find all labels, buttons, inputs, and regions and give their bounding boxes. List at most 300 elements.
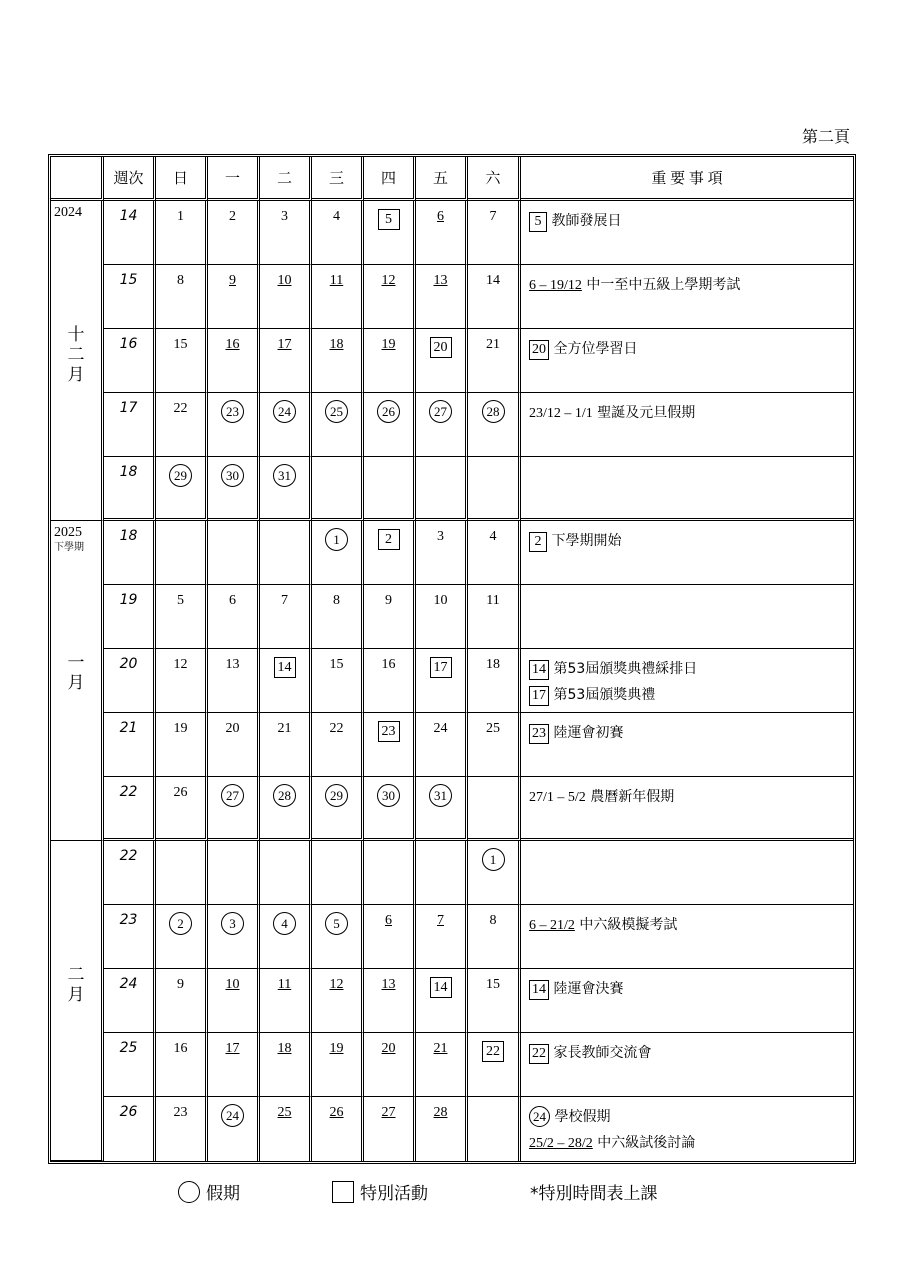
month-char: 月 <box>67 985 85 1004</box>
circle-icon <box>178 1181 200 1203</box>
header-wed: 三 <box>312 157 364 201</box>
day-number: 13 <box>433 273 448 288</box>
day-number: 15 <box>486 977 500 992</box>
week-number: 18 <box>104 457 156 521</box>
day-cell <box>156 649 208 713</box>
day-number: 12 <box>381 273 396 288</box>
header-sat: 六 <box>468 157 521 201</box>
day-number: 15 <box>329 657 344 672</box>
day-cell <box>208 1097 260 1161</box>
event-item <box>529 336 853 362</box>
year-label: 2024 <box>54 205 82 220</box>
day-cell <box>468 969 521 1033</box>
week-row <box>51 585 853 649</box>
event-text: 中一至中五級上學期考試 <box>586 277 741 293</box>
day-number: 3 <box>437 529 444 544</box>
day-number: 10 <box>225 977 240 992</box>
week-row <box>51 841 853 905</box>
day-number: 11 <box>277 977 292 992</box>
event-item <box>529 1104 853 1130</box>
day-number: 3 <box>221 912 244 935</box>
day-cell <box>260 777 312 841</box>
header-fri: 五 <box>416 157 468 201</box>
day-number: 9 <box>385 593 392 608</box>
day-cell <box>260 585 312 649</box>
day-cell <box>260 713 312 777</box>
day-cell <box>312 457 364 521</box>
day-cell <box>156 329 208 393</box>
day-cell <box>364 649 416 713</box>
day-number: 2 <box>229 209 236 224</box>
day-cell <box>312 585 364 649</box>
header-sun: 日 <box>156 157 208 201</box>
day-number: 6 <box>385 913 392 928</box>
day-cell <box>156 841 208 905</box>
day-cell <box>260 905 312 969</box>
event-date: 2 <box>529 532 547 552</box>
day-cell <box>416 649 468 713</box>
day-cell <box>416 201 468 265</box>
day-cell <box>156 521 208 585</box>
day-number: 23 <box>173 1105 188 1120</box>
week-row <box>51 1033 853 1097</box>
event-date: 25/2 – 28/2 <box>529 1136 593 1151</box>
event-date: 23/12 – 1/1 <box>529 406 593 421</box>
week-row <box>51 521 853 585</box>
day-number: 8 <box>333 593 340 608</box>
day-number: 31 <box>273 464 296 487</box>
day-number: 20 <box>381 1041 396 1056</box>
day-number: 20 <box>225 721 240 736</box>
week-number: 17 <box>104 393 156 457</box>
day-number: 13 <box>225 657 240 672</box>
week-row <box>51 457 853 521</box>
day-number: 7 <box>489 209 497 224</box>
day-cell <box>416 713 468 777</box>
events-cell <box>521 1033 853 1097</box>
events-cell <box>521 777 853 841</box>
day-cell <box>208 457 260 521</box>
day-number: 17 <box>225 1041 240 1056</box>
day-number: 17 <box>430 657 452 678</box>
week-number: 26 <box>104 1097 156 1161</box>
event-date: 24 <box>529 1106 550 1127</box>
day-number: 1 <box>482 848 505 871</box>
week-row <box>51 713 853 777</box>
month-char: 二 <box>67 965 85 984</box>
events-cell <box>521 649 853 713</box>
event-date: 5 <box>529 212 547 232</box>
day-cell <box>364 841 416 905</box>
day-number: 27 <box>381 1105 396 1120</box>
year-label: 2025 <box>54 525 82 540</box>
day-cell <box>364 713 416 777</box>
events-cell <box>521 265 853 329</box>
event-item <box>529 656 853 682</box>
week-number: 18 <box>104 521 156 585</box>
legend-special <box>332 1179 428 1204</box>
week-row <box>51 649 853 713</box>
day-cell <box>312 713 364 777</box>
event-item <box>529 682 853 708</box>
week-number: 20 <box>104 649 156 713</box>
week-number: 15 <box>104 265 156 329</box>
month-char: 月 <box>67 365 85 384</box>
legend-timetable-label: *特別時間表上課 <box>530 1184 658 1204</box>
event-date: 14 <box>529 980 549 1000</box>
day-number: 6 <box>437 209 444 224</box>
day-number: 2 <box>169 912 192 935</box>
day-cell <box>468 713 521 777</box>
day-number: 7 <box>281 593 288 608</box>
day-number: 18 <box>329 337 344 352</box>
day-number: 22 <box>482 1041 504 1062</box>
month-cell <box>51 521 104 841</box>
day-number: 30 <box>377 784 400 807</box>
header-tue: 二 <box>260 157 312 201</box>
month-char: 一 <box>67 653 85 672</box>
day-number: 12 <box>329 977 344 992</box>
day-cell <box>468 1033 521 1097</box>
events-cell <box>521 713 853 777</box>
week-number: 21 <box>104 713 156 777</box>
event-date: 6 – 19/12 <box>529 278 582 293</box>
day-cell <box>260 265 312 329</box>
day-number: 18 <box>277 1041 292 1056</box>
day-cell <box>364 201 416 265</box>
legend-holiday <box>178 1179 240 1204</box>
day-cell <box>416 1033 468 1097</box>
day-number: 23 <box>378 721 400 742</box>
week-number: 23 <box>104 905 156 969</box>
event-text: 第53屆頒獎典禮 <box>553 687 656 703</box>
day-cell <box>468 777 521 841</box>
events-cell <box>521 585 853 649</box>
day-cell <box>312 393 364 457</box>
event-text: 陸運會初賽 <box>553 725 624 741</box>
day-cell <box>260 521 312 585</box>
day-number: 24 <box>221 1104 244 1127</box>
events-cell <box>521 969 853 1033</box>
day-number: 17 <box>277 337 292 352</box>
events-cell <box>521 329 853 393</box>
day-cell <box>208 585 260 649</box>
events-cell <box>521 905 853 969</box>
day-cell <box>468 265 521 329</box>
event-item <box>529 976 853 1002</box>
day-number: 27 <box>429 400 452 423</box>
day-cell <box>312 969 364 1033</box>
day-number: 8 <box>489 913 497 928</box>
day-cell <box>416 1097 468 1161</box>
month-name <box>51 653 101 693</box>
day-cell <box>312 1097 364 1161</box>
event-date: 20 <box>529 340 549 360</box>
day-number: 30 <box>221 464 244 487</box>
day-number: 14 <box>486 273 500 288</box>
day-cell <box>416 905 468 969</box>
day-cell <box>208 265 260 329</box>
week-number: 25 <box>104 1033 156 1097</box>
day-cell <box>208 969 260 1033</box>
day-cell <box>156 457 208 521</box>
event-item <box>529 528 853 554</box>
day-number: 12 <box>173 657 188 672</box>
day-number: 18 <box>486 657 500 672</box>
week-number: 24 <box>104 969 156 1033</box>
week-number: 16 <box>104 329 156 393</box>
square-icon <box>332 1181 354 1203</box>
day-number: 9 <box>229 273 236 288</box>
day-number: 29 <box>169 464 192 487</box>
events-cell <box>521 393 853 457</box>
day-cell <box>468 649 521 713</box>
day-number: 23 <box>221 400 244 423</box>
header-month <box>51 157 104 201</box>
day-number: 5 <box>325 912 348 935</box>
legend-holiday-label: 假期 <box>206 1184 240 1204</box>
events-cell <box>521 521 853 585</box>
day-cell <box>312 265 364 329</box>
event-date: 17 <box>529 686 549 706</box>
events-cell <box>521 1097 853 1161</box>
day-number: 14 <box>430 977 452 998</box>
event-text: 第53屆頒獎典禮綵排日 <box>553 661 698 677</box>
day-cell <box>208 777 260 841</box>
event-item <box>529 784 853 811</box>
day-number: 28 <box>482 400 505 423</box>
day-cell <box>468 521 521 585</box>
day-cell <box>416 777 468 841</box>
events-cell <box>521 841 853 905</box>
day-cell <box>468 585 521 649</box>
day-number: 14 <box>274 657 296 678</box>
event-item <box>529 912 853 939</box>
day-cell <box>468 393 521 457</box>
day-cell <box>312 841 364 905</box>
day-cell <box>364 777 416 841</box>
day-number: 19 <box>329 1041 344 1056</box>
day-cell <box>364 969 416 1033</box>
header-row <box>51 157 853 201</box>
month-char: 月 <box>67 673 85 692</box>
term-label: 下學期 <box>54 542 84 553</box>
day-number: 10 <box>277 273 292 288</box>
month-name <box>51 325 101 385</box>
event-item <box>529 400 853 427</box>
day-cell <box>312 649 364 713</box>
event-text: 家長教師交流會 <box>553 1045 652 1061</box>
day-number: 28 <box>273 784 296 807</box>
week-number: 22 <box>104 777 156 841</box>
day-cell <box>208 905 260 969</box>
week-row <box>51 201 853 265</box>
day-cell <box>312 777 364 841</box>
day-cell <box>156 777 208 841</box>
day-number: 5 <box>378 209 400 230</box>
event-item <box>529 208 853 234</box>
day-number: 28 <box>433 1105 448 1120</box>
header-thu: 四 <box>364 157 416 201</box>
event-date: 22 <box>529 1044 549 1064</box>
day-number: 21 <box>433 1041 448 1056</box>
header-events: 重 要 事 項 <box>521 157 853 201</box>
day-number: 1 <box>325 528 348 551</box>
day-number: 21 <box>486 337 500 352</box>
day-number: 22 <box>329 721 344 736</box>
day-number: 24 <box>273 400 296 423</box>
day-number: 11 <box>329 273 344 288</box>
day-cell <box>416 265 468 329</box>
day-cell <box>416 969 468 1033</box>
day-cell <box>468 457 521 521</box>
day-cell <box>416 329 468 393</box>
day-number: 22 <box>173 401 188 416</box>
day-number: 25 <box>325 400 348 423</box>
day-cell <box>156 1033 208 1097</box>
day-number: 31 <box>429 784 452 807</box>
day-number: 2 <box>378 529 400 550</box>
day-cell <box>156 201 208 265</box>
day-cell <box>260 1097 312 1161</box>
day-cell <box>208 329 260 393</box>
day-cell <box>260 649 312 713</box>
day-cell <box>364 1033 416 1097</box>
day-cell <box>208 1033 260 1097</box>
week-number: 19 <box>104 585 156 649</box>
day-cell <box>156 905 208 969</box>
day-cell <box>156 969 208 1033</box>
day-number: 26 <box>377 400 400 423</box>
day-cell <box>156 265 208 329</box>
day-number: 5 <box>177 593 184 608</box>
day-cell <box>416 457 468 521</box>
day-number: 20 <box>430 337 452 358</box>
event-text: 農曆新年假期 <box>590 789 675 805</box>
events-cell <box>521 201 853 265</box>
day-cell <box>416 393 468 457</box>
event-text: 中六級試後討論 <box>597 1135 696 1151</box>
event-date: 6 – 21/2 <box>529 918 575 933</box>
day-cell <box>260 393 312 457</box>
day-cell <box>364 905 416 969</box>
day-number: 3 <box>281 209 288 224</box>
day-cell <box>260 457 312 521</box>
events-cell <box>521 457 853 521</box>
day-cell <box>208 393 260 457</box>
week-row <box>51 777 853 841</box>
day-number: 9 <box>177 977 184 992</box>
day-cell <box>156 1097 208 1161</box>
event-text: 中六級模擬考試 <box>579 917 678 933</box>
day-cell <box>364 457 416 521</box>
day-number: 25 <box>277 1105 292 1120</box>
legend <box>178 1179 738 1205</box>
day-cell <box>364 585 416 649</box>
day-number: 21 <box>277 721 292 736</box>
day-number: 16 <box>173 1041 188 1056</box>
day-cell <box>156 393 208 457</box>
day-cell <box>364 265 416 329</box>
day-number: 24 <box>433 721 448 736</box>
day-number: 26 <box>173 785 188 800</box>
day-cell <box>208 713 260 777</box>
day-cell <box>208 649 260 713</box>
day-cell <box>312 201 364 265</box>
day-cell <box>468 905 521 969</box>
day-cell <box>312 329 364 393</box>
day-cell <box>156 713 208 777</box>
day-number: 4 <box>273 912 296 935</box>
event-text: 全方位學習日 <box>553 341 638 357</box>
day-number: 6 <box>229 593 236 608</box>
day-number: 16 <box>225 337 240 352</box>
school-calendar-table <box>48 154 856 1164</box>
day-number: 15 <box>173 337 188 352</box>
page-label: 第二頁 <box>801 129 850 146</box>
month-cell <box>51 841 104 1161</box>
event-item <box>529 1040 853 1066</box>
day-cell <box>208 201 260 265</box>
day-cell <box>260 201 312 265</box>
header-week: 週次 <box>104 157 156 201</box>
event-item <box>529 720 853 746</box>
event-date: 27/1 – 5/2 <box>529 790 586 805</box>
day-cell <box>156 585 208 649</box>
day-cell <box>364 521 416 585</box>
day-number: 4 <box>333 209 340 224</box>
day-cell <box>468 329 521 393</box>
day-cell <box>416 521 468 585</box>
month-cell <box>51 201 104 521</box>
day-cell <box>260 1033 312 1097</box>
week-number: 14 <box>104 201 156 265</box>
event-date: 23 <box>529 724 549 744</box>
event-text: 學校假期 <box>554 1109 611 1125</box>
day-number: 16 <box>381 657 396 672</box>
event-date: 14 <box>529 660 549 680</box>
day-number: 29 <box>325 784 348 807</box>
day-number: 11 <box>486 593 500 608</box>
day-cell <box>260 329 312 393</box>
month-char: 十 <box>67 325 85 344</box>
week-row <box>51 329 853 393</box>
header-mon: 一 <box>208 157 260 201</box>
week-number: 22 <box>104 841 156 905</box>
legend-timetable <box>530 1179 658 1204</box>
month-name <box>51 965 101 1005</box>
day-number: 10 <box>433 593 448 608</box>
day-cell <box>260 969 312 1033</box>
day-number: 19 <box>173 721 188 736</box>
day-cell <box>468 201 521 265</box>
day-number: 4 <box>489 529 497 544</box>
day-number: 1 <box>177 209 184 224</box>
day-cell <box>312 1033 364 1097</box>
week-row <box>51 969 853 1033</box>
week-row <box>51 905 853 969</box>
event-text: 教師發展日 <box>551 213 622 229</box>
day-number: 8 <box>177 273 184 288</box>
day-cell <box>468 841 521 905</box>
day-number: 13 <box>381 977 396 992</box>
day-cell <box>364 329 416 393</box>
week-row <box>51 265 853 329</box>
event-text: 聖誕及元旦假期 <box>597 405 696 421</box>
day-cell <box>364 393 416 457</box>
day-cell <box>208 521 260 585</box>
day-cell <box>416 841 468 905</box>
